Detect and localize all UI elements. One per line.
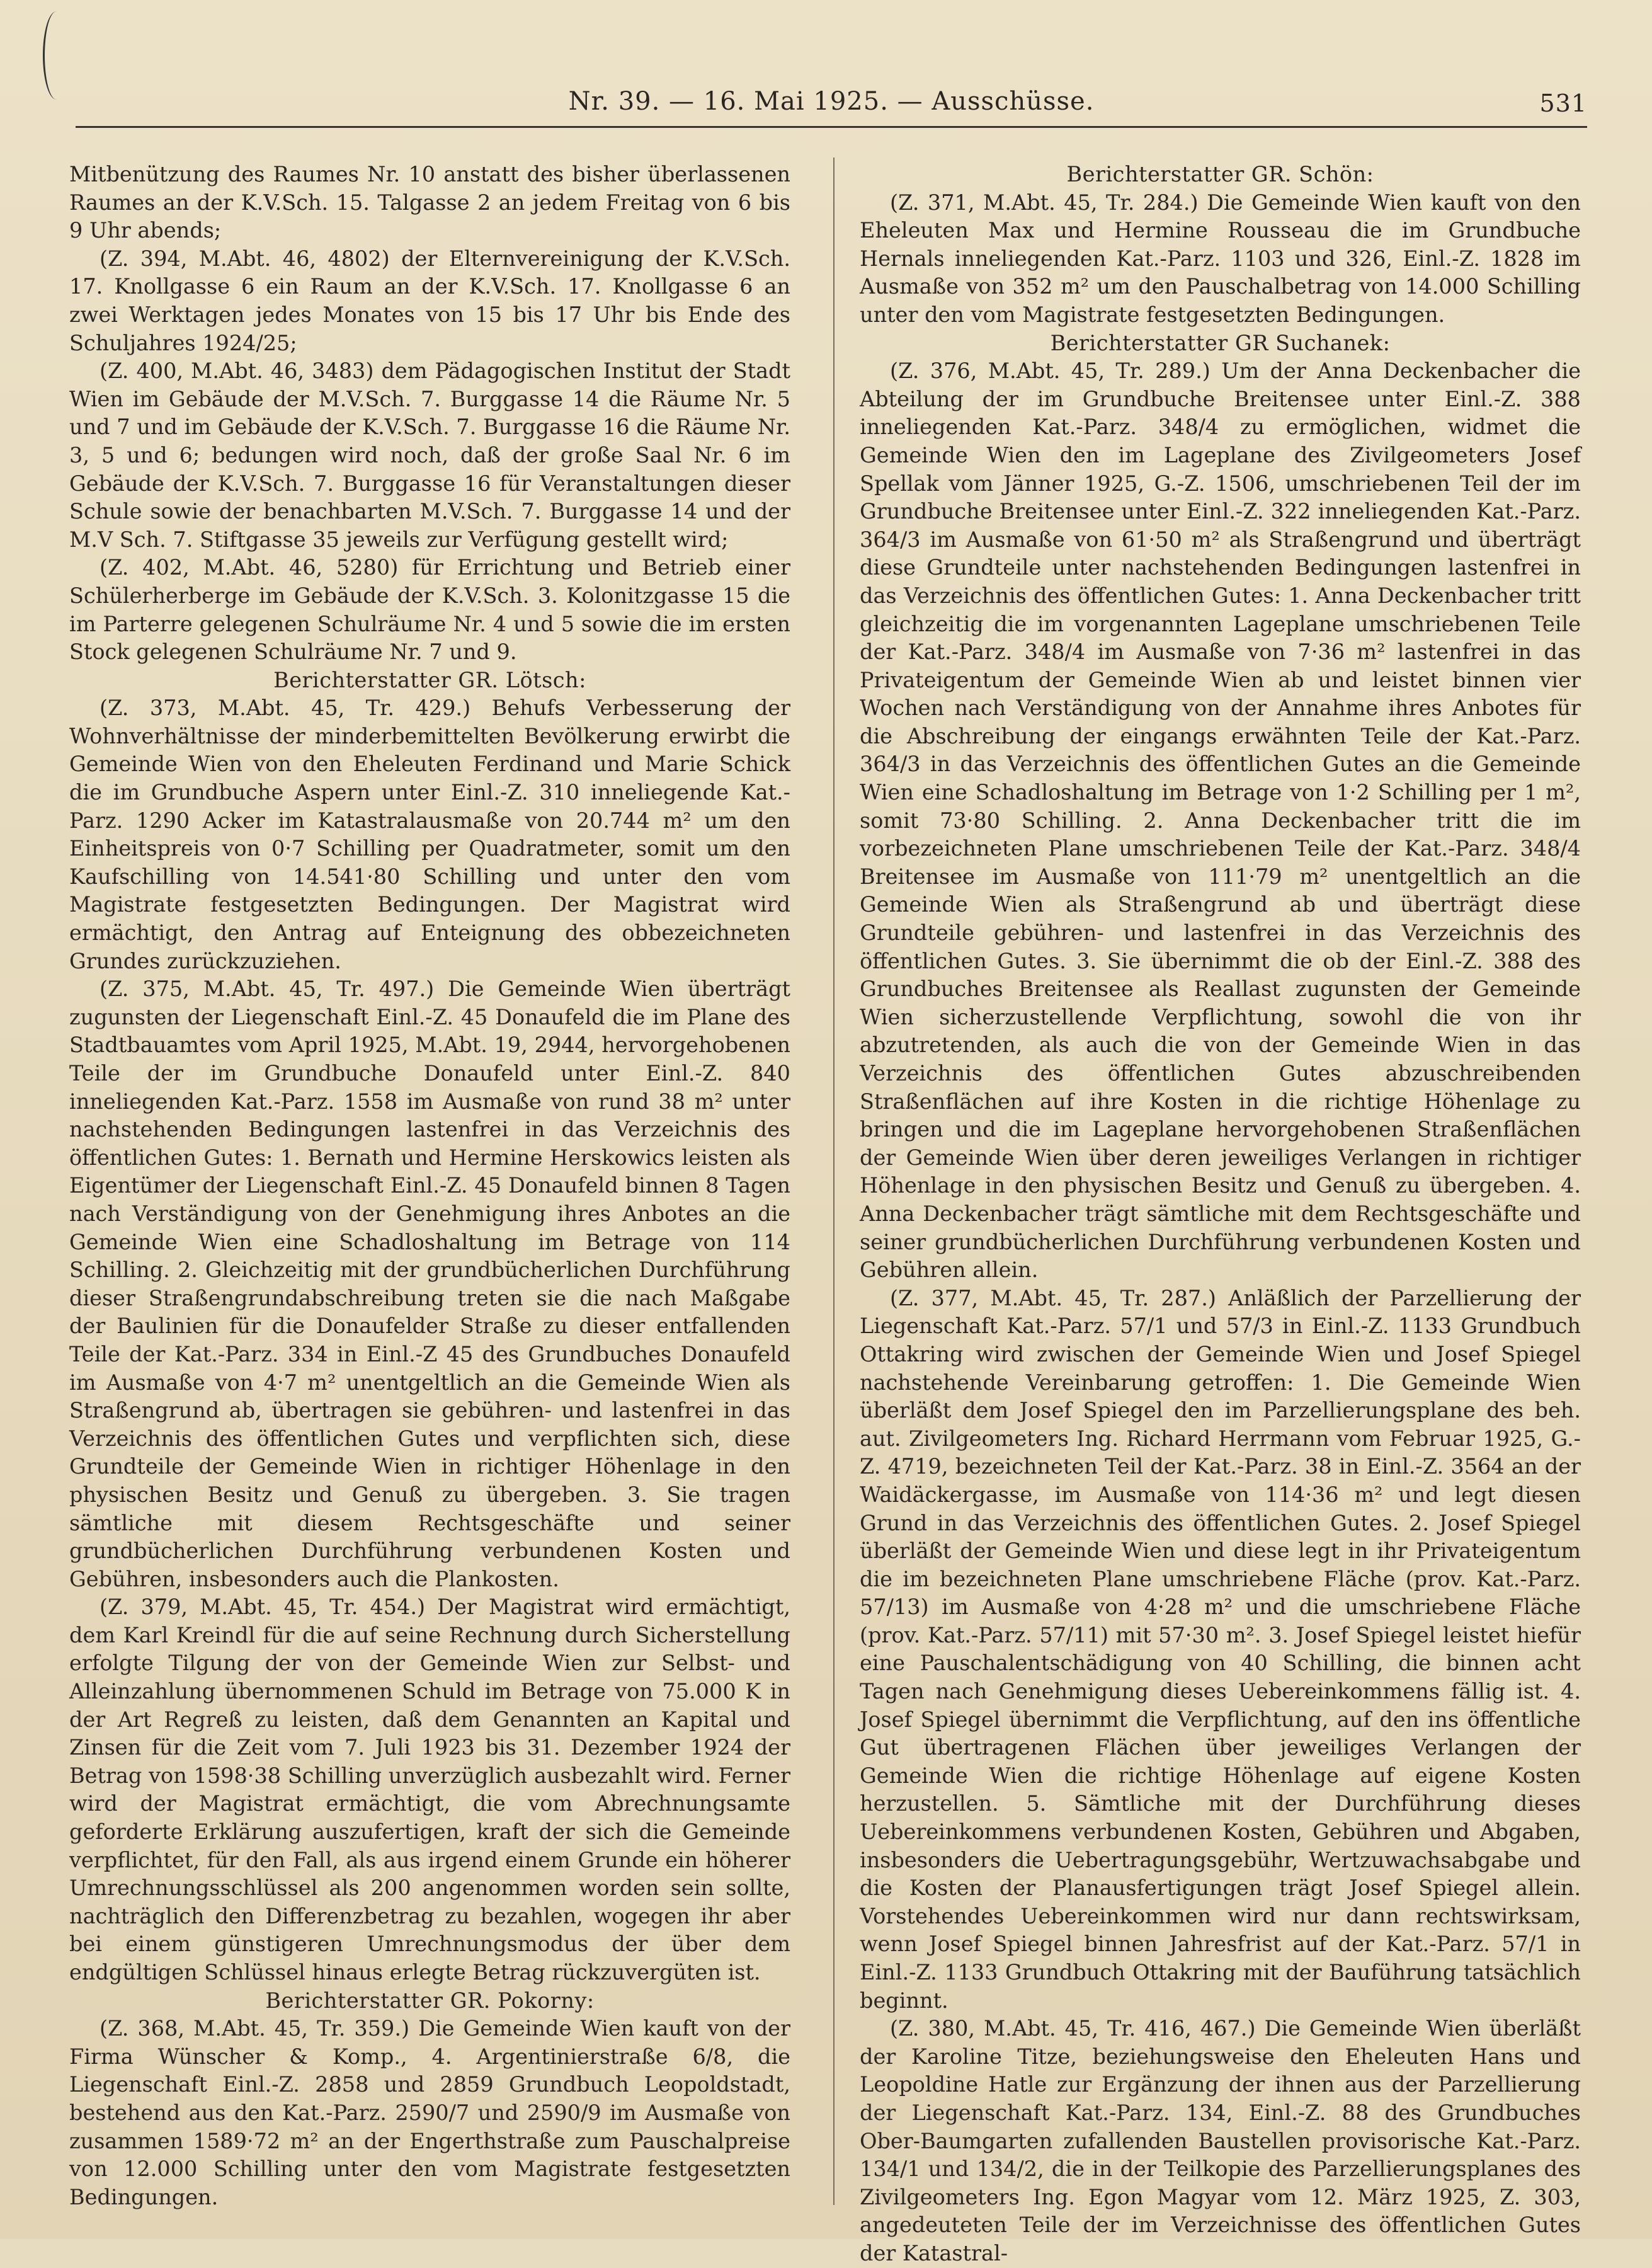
right-column [860, 161, 1581, 2268]
scan-mark [43, 11, 70, 100]
article-paragraph: (Z. 380, M.Abt. 45, Tr. 416, 467.) Die Gemeinde Wien überläßt der Karoline Titze, beziehungsweise den Eheleuten Hans und Leopoldine Hatle zur Ergänzung der ihnen aus der Parzellierung der Liegenschaft Kat.-Parz. 134, Einl.-Z. 88 des Grundbuches Ober-Baumgarten zufallenden Baustellen provisorische Kat.-Parz. 134/1 und 134/2, die in der Teilkopie des Parzellierungsplanes des Zivilgeometers Ing. Egon Magyar vom 12. März 1925, Z. 303, angedeuteten Teile der im Verzeichnisse des öffentlichen Gutes der Katastral- [860, 2016, 1581, 2265]
article-paragraph: (Z. 400, M.Abt. 46, 3483) dem Pädagogischen Institut der Stadt Wien im Gebäude der M.V.Sch. 7. Burggasse 14 die Räume Nr. 5 und 7 und im Gebäude der K.V.Sch. 7. Burggasse 16 die Räume Nr. 3, 5 und 6; bedungen wird noch, daß der große Saal Nr. 6 im Gebäude der K.V.Sch. 7. Burggasse 16 für Veranstaltungen dieser Schule sowie der benachbarten M.V.Sch. 7. Burggasse 14 und der M.V Sch. 7. Stiftgasse 35 jeweils zur Verfügung gestellt wird; [69, 358, 790, 552]
left-column [69, 161, 790, 2211]
article-paragraph: (Z. 377, M.Abt. 45, Tr. 287.) Anläßlich der Parzellierung der Liegenschaft Kat.-Parz. 57/1 und 57/3 in Einl.-Z. 1133 Grundbuch Ottakring wird zwischen der Gemeinde Wien und Josef Spiegel nachstehende Vereinbarung getroffen: 1. Die Gemeinde Wien überläßt dem Josef Spiegel den im Parzellierungsplane des beh. aut. Zivilgeometers Ing. Richard Herrmann vom Februar 1925, G.-Z. 4719, bezeichneten Teil der Kat.-Parz. 38 in Einl.-Z. 3564 an der Waidäckergasse, im Ausmaße von 114·36 m² und legt diesen Grund in das Verzeichnis des öffentlichen Gutes. 2. Josef Spiegel überläßt der Gemeinde Wien und diese legt in ihr Privateigentum die im bezeichneten Plane umschriebene Fläche (prov. Kat.-Parz. 57/13) im Ausmaße von 4·28 m² und die umschriebene Fläche (prov. Kat.-Parz. 57/11) mit 57·30 m². 3. Josef Spiegel leistet hiefür eine Pauschalentschädigung von 40 Schilling, die binnen acht Tagen nach Genehmigung dieses Uebereinkommens fällig ist. 4. Josef Spiegel übernimmt die Verpflichtung, auf den ins öffentliche Gut übertragenen Flächen über jeweiliges Verlangen der Gemeinde Wien die richtige Höhenlage auf eigene Kosten herzustellen. 5. Sämtliche mit der Durchführung dieses Uebereinkommens verbundenen Kosten, Gebühren und Abgaben, insbesonders die Uebertragungsgebühr, Wertzuwachsabgabe und die Kosten der Planausfertigungen trägt Josef Spiegel allein. Vorstehendes Uebereinkommen wird nur dann rechtswirksam, wenn Josef Spiegel binnen Jahresfrist auf der Kat.-Parz. 57/1 in Einl.-Z. 1133 Grundbuch Ottakring mit der Bauführung tatsächlich beginnt. [860, 1285, 1581, 2013]
reporter-heading: Berichterstatter GR. Schön: [1066, 162, 1374, 186]
reporter-heading: Berichterstatter GR. Pokorny: [265, 1988, 595, 2013]
article-paragraph: (Z. 373, M.Abt. 45, Tr. 429.) Behufs Verbesserung der Wohnverhältnisse der minderbemittelten Bevölkerung erwirbt die Gemeinde Wien von den Eheleuten Ferdinand und Marie Schick die im Grundbuche Aspern unter Einl.-Z. 310 inneliegende Kat.-Parz. 1290 Acker im Katastralausmaße von 20.744 m² um den Einheitspreis von 0·7 Schilling per Quadratmeter, somit um den Kaufschilling von 14.541·80 Schilling und unter den vom Magistrate festgesetzten Bedingungen. Der Magistrat wird ermächtigt, den Antrag auf Enteignung des obbezeichneten Grundes zurückzuziehen. [69, 696, 790, 973]
reporter-heading: Berichterstatter GR. Lötsch: [273, 667, 586, 692]
reporter-heading: Berichterstatter GR Suchanek: [1050, 330, 1391, 355]
article-paragraph: (Z. 371, M.Abt. 45, Tr. 284.) Die Gemeinde Wien kauft von den Eheleuten Max und Hermine Rousseau die im Grundbuche Hernals inneliegenden Kat.-Parz. 1103 und 326, Einl.-Z. 1828 im Ausmaße von 352 m² um den Pauschalbetrag von 14.000 Schilling unter den vom Magistrate festgesetzten Bedingungen. [860, 190, 1581, 327]
article-paragraph: (Z. 394, M.Abt. 46, 4802) der Elternvereinigung der K.V.Sch. 17. Knollgasse 6 ein Raum an der K.V.Sch. 17. Knollgasse 6 an zwei Werktagen jedes Monates von 15 bis 17 Uhr bis Ende des Schuljahres 1924/25; [69, 246, 790, 355]
article-paragraph: Mitbenützung des Raumes Nr. 10 anstatt des bisher überlassenen Raumes an der K.V.Sch. 15. Talgasse 2 an jedem Freitag von 6 bis 9 Uhr abends; [69, 162, 790, 243]
header-rule [76, 126, 1587, 128]
article-paragraph: (Z. 375, M.Abt. 45, Tr. 497.) Die Gemeinde Wien überträgt zugunsten der Liegenschaft Einl.-Z. 45 Donaufeld die im Plane des Stadtbauamtes vom April 1925, M.Abt. 19, 2944, hervorgehobenen Teile der im Grundbuche Donaufeld unter Einl.-Z. 840 inneliegenden Kat.-Parz. 1558 im Ausmaße von rund 38 m² unter nachstehenden Bedingungen lastenfrei in das Verzeichnis des öffentlichen Gutes: 1. Bernath und Hermine Herskowics leisten als Eigentümer der Liegenschaft Einl.-Z. 45 Donaufeld binnen 8 Tagen nach Verständigung von der Genehmigung ihres Anbotes an die Gemeinde Wien eine Schadloshaltung im Betrage von 114 Schilling. 2. Gleichzeitig mit der grundbücherlichen Durchführung dieser Straßengrundabschreibung treten sie die nach Maßgabe der Baulinien für die Donaufelder Straße zu dieser entfallenden Teile der Kat.-Parz. 334 in Einl.-Z 45 des Grundbuches Donaufeld im Ausmaße von 4·7 m² unentgeltlich an die Gemeinde Wien als Straßengrund ab, übertragen sie gebühren- und lastenfrei in das Verzeichnis des öffentlichen Gutes und verpflichten sich, diese Grundteile der Gemeinde Wien in richtiger Höhenlage in den physischen Besitz und Genuß zu übergeben. 3. Sie tragen sämtliche mit diesem Rechtsgeschäfte und seiner grundbücherlichen Durchführung verbundenen Kosten und Gebühren, insbesonders auch die Plankosten. [69, 976, 790, 1591]
page-header [76, 76, 1587, 126]
header-title: Nr. 39. — 16. Mai 1925. — Ausschüsse. [568, 87, 1095, 116]
article-paragraph: (Z. 379, M.Abt. 45, Tr. 454.) Der Magistrat wird ermächtigt, dem Karl Kreindl für die auf seine Rechnung durch Sicherstellung erfolgte Tilgung der von der Gemeinde Wien zur Selbst- und Alleinzahlung übernommenen Schuld im Betrage von 75.000 K in der Art Regreß zu leisten, daß dem Genannten an Kapital und Zinsen für die Zeit vom 7. Juli 1923 bis 31. Dezember 1924 der Betrag von 1598·38 Schilling unverzüglich ausbezahlt wird. Ferner wird der Magistrat ermächtigt, die vom Abrechnungsamte geforderte Erklärung auszufertigen, kraft der sich die Gemeinde verpflichtet, für den Fall, als aus irgend einem Grunde ein höherer Umrechnungsschlüssel als 200 angenommen worden sein sollte, nachträglich den Differenzbetrag zu bezahlen, wogegen ihr aber bei einem günstigeren Umrechnungsmodus der über dem endgültigen Schlüssel hinaus erlegte Betrag rückzuvergüten ist. [69, 1595, 790, 1984]
column-divider [833, 158, 835, 2205]
article-paragraph: (Z. 376, M.Abt. 45, Tr. 289.) Um der Anna Deckenbacher die Abteilung der im Grundbuche Breitensee unter Einl.-Z. 388 inneliegenden Kat.-Parz. 348/4 zu ermöglichen, widmet die Gemeinde Wien den im Lageplane des Zivilgeometers Josef Spellak vom Jänner 1925, G.-Z. 1506, umschriebenen Teil der im Grundbuche Breitensee unter Einl.-Z. 322 inneliegenden Kat.-Parz. 364/3 im Ausmaße von 61·50 m² als Straßengrund und überträgt diese Grundteile unter nachstehenden Bedingungen lastenfrei in das Verzeichnis des öffentlichen Gutes: 1. Anna Deckenbacher tritt gleichzeitig die im vorgenannten Lageplane umschriebenen Teile der Kat.-Parz. 348/4 im Ausmaße von 7·36 m² lastenfrei in das Privateigentum der Gemeinde Wien ab und leistet binnen vier Wochen nach Verständigung von der Annahme ihres Anbotes für die Abschreibung der eingangs erwähnten Teile der Kat.-Parz. 364/3 in das Verzeichnis des öffentlichen Gutes an die Gemeinde Wien eine Schadloshaltung im Betrage von 1·2 Schilling per 1 m², somit 73·80 Schilling. 2. Anna Deckenbacher tritt die im vorbezeichneten Plane umschriebenen Teile der Kat.-Parz. 348/4 Breitensee im Ausmaße von 111·79 m² unentgeltlich an die Gemeinde Wien als Straßengrund ab und überträgt diese Grundteile gebühren- und lastenfrei in das Verzeichnis des öffentlichen Gutes. 3. Sie übernimmt die ob der Einl.-Z. 388 des Grundbuches Breitensee als Reallast zugunsten der Gemeinde Wien sicherzustellende Verpflichtung, sowohl die von ihr abzutretenden, als auch die von der Gemeinde Wien in das Verzeichnis des öffentlichen Gutes abzuschreibenden Straßenflächen auf ihre Kosten in die richtige Höhenlage zu bringen und die im Lageplane hervorgehobenen Straßenflächen der Gemeinde Wien über deren jeweiliges Verlangen in richtiger Höhenlage in den physischen Besitz und Genuß zu übergeben. 4. Anna Deckenbacher trägt sämtliche mit dem Rechtsgeschäfte und seiner grundbücherlichen Durchführung verbundenen Kosten und Gebühren allein. [860, 358, 1581, 1283]
page-number: 531 [1539, 89, 1587, 117]
article-paragraph: (Z. 402, M.Abt. 46, 5280) für Errichtung und Betrieb einer Schülerherberge im Gebäude der K.V.Sch. 3. Kolonitzgasse 15 die im Parterre gelegenen Schulräume Nr. 4 und 5 sowie die im ersten Stock gelegenen Schulräume Nr. 7 und 9. [69, 555, 790, 665]
article-paragraph: (Z. 368, M.Abt. 45, Tr. 359.) Die Gemeinde Wien kauft von der Firma Wünscher & Komp., 4. Argentinierstraße 6/8, die Liegenschaft Einl.-Z. 2858 und 2859 Grundbuch Leopoldstadt, bestehend aus den Kat.-Parz. 2590/7 und 2590/9 im Ausmaße von zusammen 1589·72 m² an der Engerthstraße zum Pauschalpreise von 12.000 Schilling unter den vom Magistrate festgesetzten Bedingungen. [69, 2016, 790, 2209]
